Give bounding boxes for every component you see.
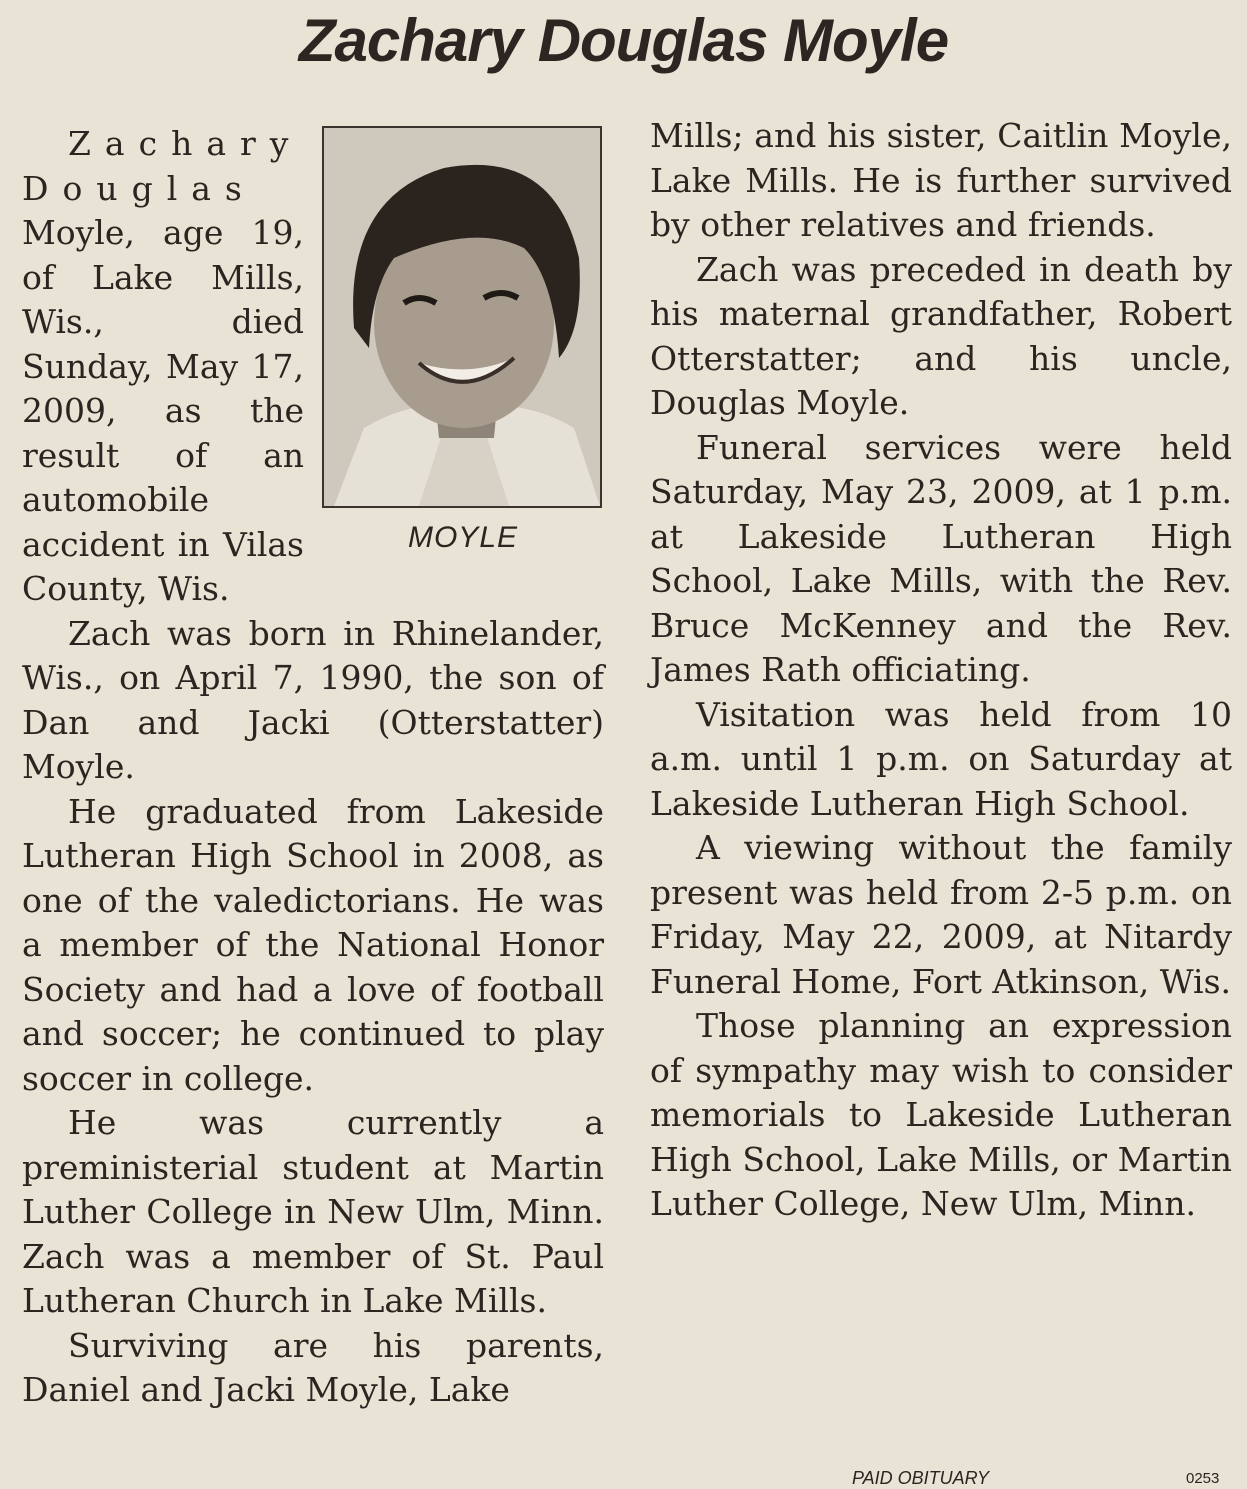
paragraph-funeral: Funeral services were held Saturday, May 23, 2009, at 1 p.m. at Lakeside Lutheran High School, Lake Mills, with the Rev. Bruce McKenney and the Rev. James Rath officiating. <box>650 427 1232 689</box>
paragraph-opening-line2: Douglas <box>22 168 256 208</box>
paid-obituary-label: PAID OBITUARY <box>852 1468 990 1488</box>
left-column <box>22 122 604 1413</box>
photo-block <box>322 122 604 592</box>
paragraph-survivors-continued: Mills; and his sister, Caitlin Moyle, Lake Mills. He is further survived by other relatives and friends. <box>650 116 1232 244</box>
paragraph-viewing: A viewing without the family present was held from 2-5 p.m. on Friday, May 22, 2009, at Nitardy Funeral Home, Fort Atkinson, Wis. <box>650 828 1232 1001</box>
paragraph-education: He graduated from Lakeside Lutheran High School in 2008, as one of the valedictorians. He was a member of the National Honor Society and had a love of football and soccer; he continued to play soccer in college. <box>22 791 604 1098</box>
paragraph-preceded: Zach was preceded in death by his maternal grandfather, Robert Otterstatter; and his uncle, Douglas Moyle. <box>650 249 1232 422</box>
portrait-illustration <box>324 128 600 506</box>
paragraph-college: He was currently a preministerial student at Martin Luther College in New Ulm, Minn. Zach was a member of St. Paul Lutheran Church in Lake Mills. <box>22 1103 604 1320</box>
footer-code: 0253 <box>1186 1470 1220 1487</box>
paragraph-opening-line1: Zachary <box>68 124 303 163</box>
paragraph-visitation: Visitation was held from 10 a.m. until 1 p.m. on Saturday at Lakeside Lutheran High School. <box>650 694 1232 823</box>
portrait-photo <box>322 126 602 508</box>
paragraph-birth: Zach was born in Rhinelander, Wis., on April 7, 1990, the son of Dan and Jacki (Otterstatter) Moyle. <box>22 613 604 786</box>
paragraph-memorials: Those planning an expression of sympathy may wish to consider memorials to Lakeside Lutheran High School, Lake Mills, or Martin Luther College, New Ulm, Minn. <box>650 1006 1232 1223</box>
paragraph-death-notice: Moyle, age 19, of Lake Mills, Wis., died Sunday, May 17, 2009, as the result of an automobile accident in Vilas County, Wis. <box>22 213 304 608</box>
obituary-title: Zachary Douglas Moyle <box>298 7 949 74</box>
right-column <box>650 114 1232 1227</box>
paragraph-survivors: Surviving are his parents, Daniel and Jacki Moyle, Lake <box>22 1325 604 1409</box>
photo-caption: MOYLE <box>407 521 519 554</box>
